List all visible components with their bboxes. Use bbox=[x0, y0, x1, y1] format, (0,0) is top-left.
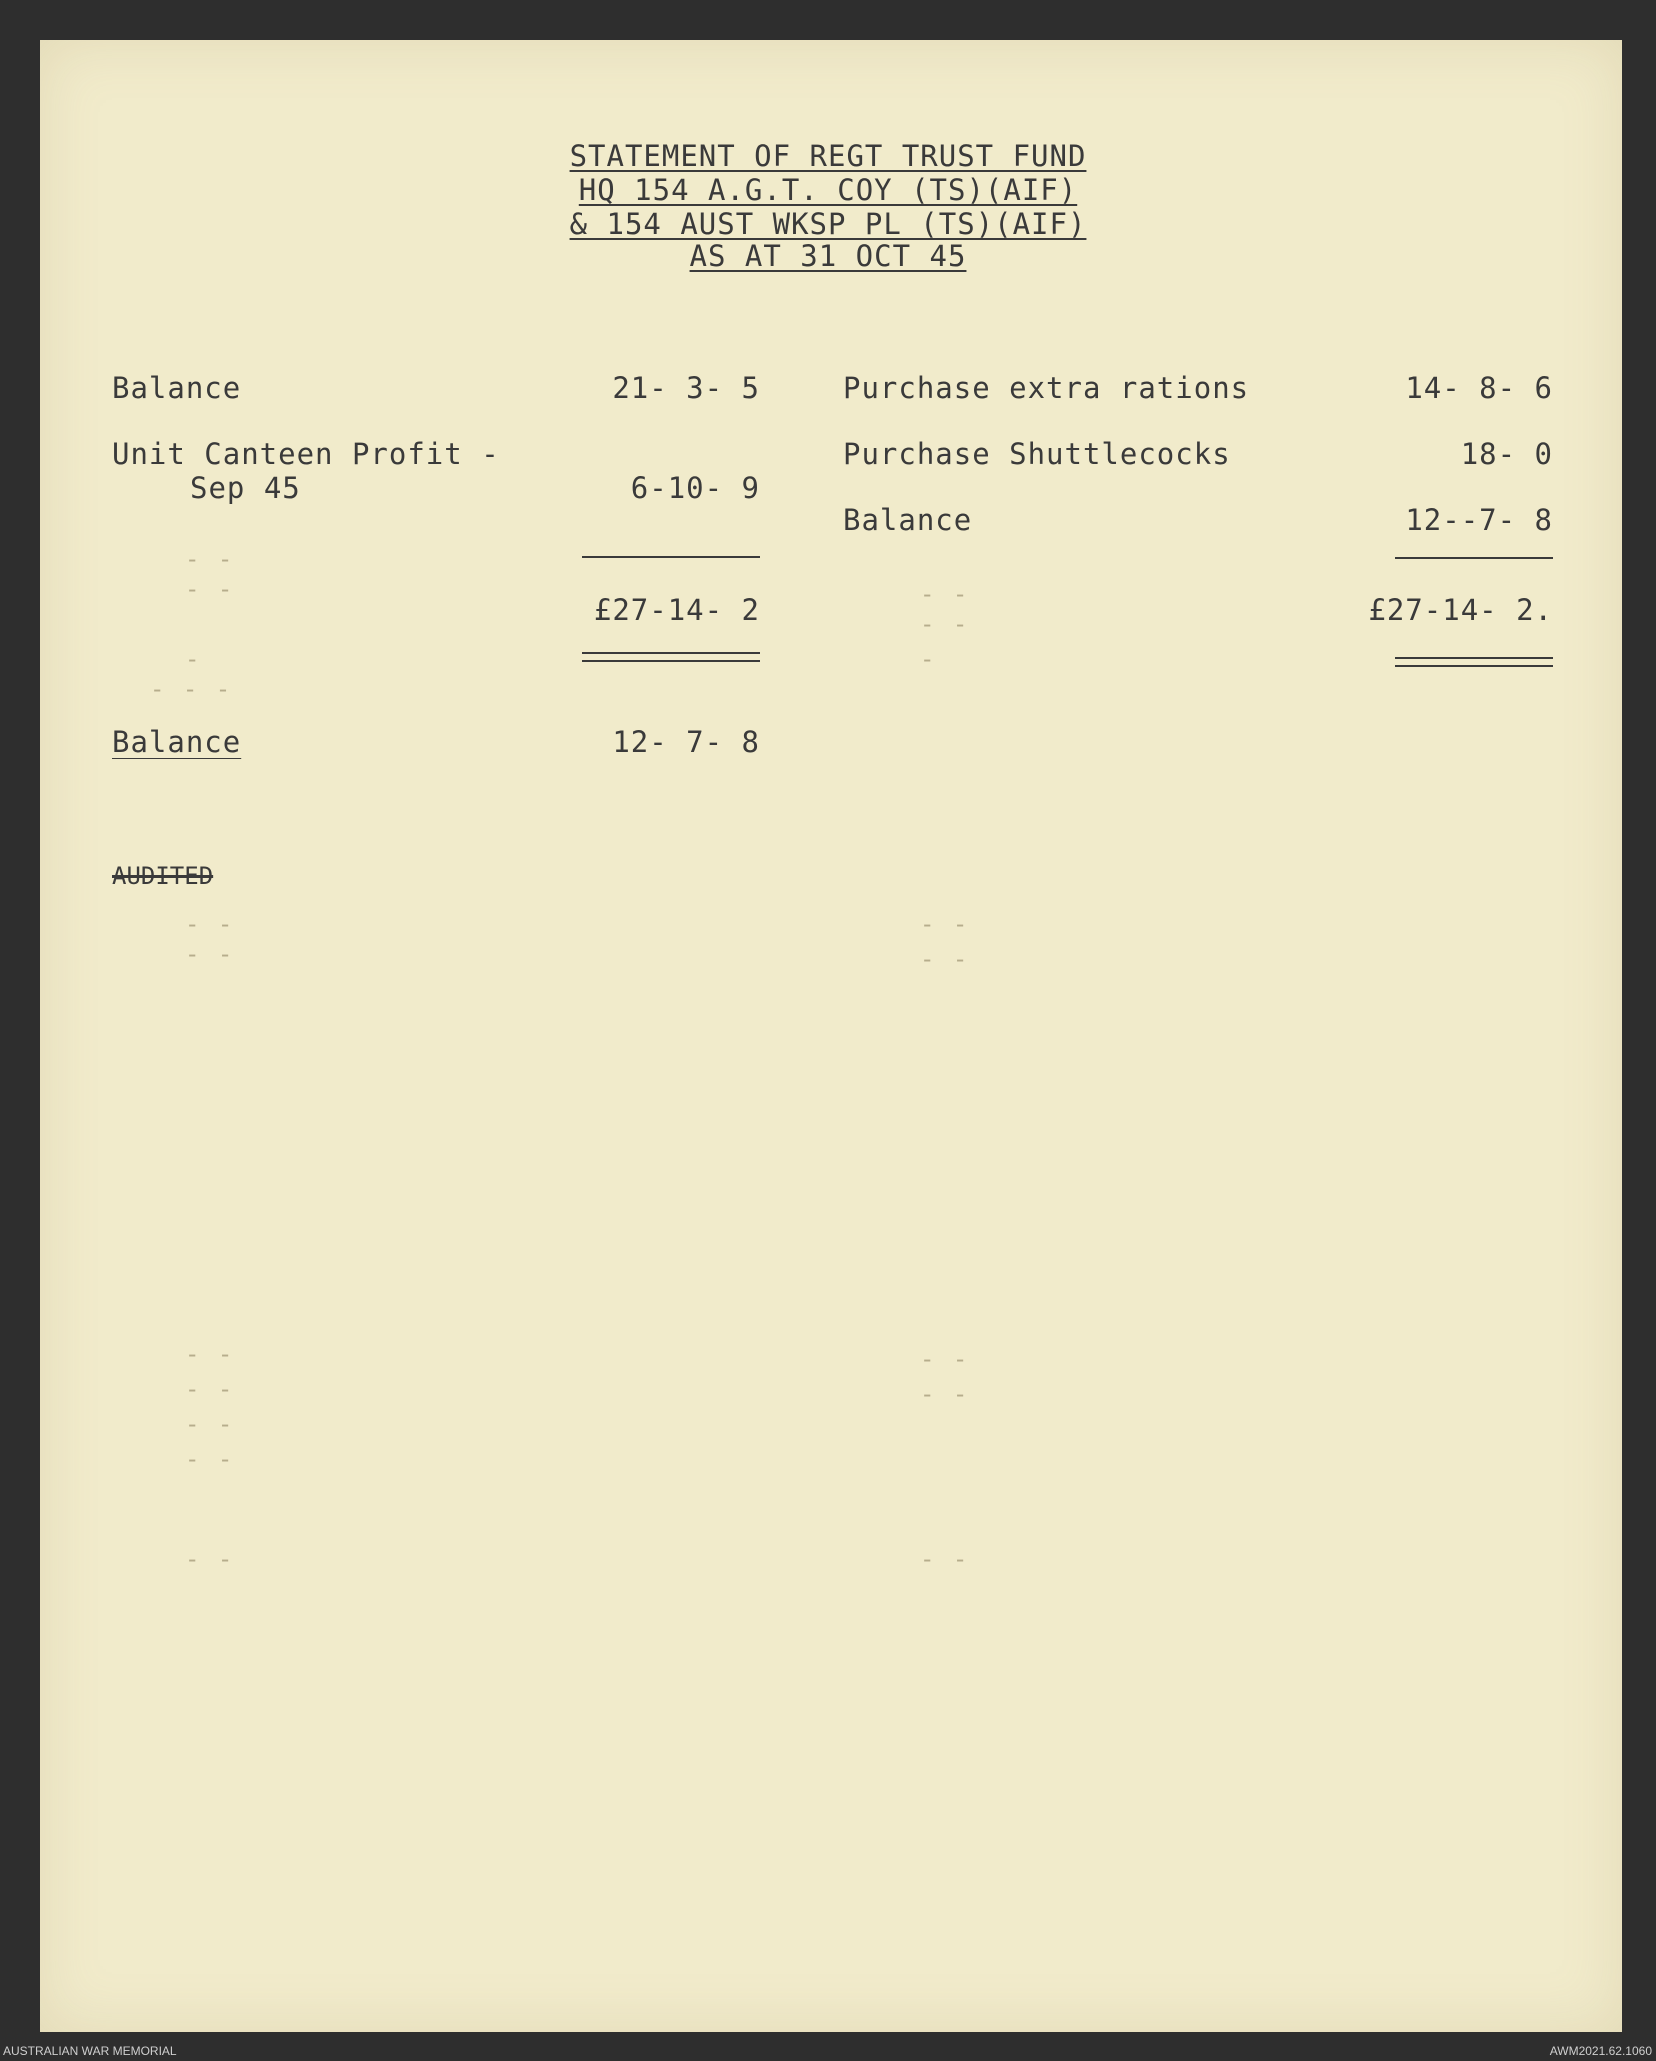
bleed-through-mark: - - bbox=[920, 910, 970, 938]
canteen-profit-amount: 6-10- 9 bbox=[630, 471, 760, 505]
title-line-3: & 154 AUST WKSP PL (TS)(AIF) bbox=[569, 207, 1087, 241]
rations-label: Purchase extra rations bbox=[843, 371, 1250, 405]
bleed-through-mark: - - - bbox=[150, 675, 233, 703]
rations-amount: 14- 8- 6 bbox=[1405, 371, 1553, 405]
payments-total-rule-1 bbox=[1395, 657, 1553, 659]
bleed-through-mark: - - bbox=[920, 1545, 970, 1573]
payments-balance-amount: 12--7- 8 bbox=[1405, 503, 1553, 537]
canteen-profit-label: Unit Canteen Profit - bbox=[112, 437, 500, 471]
title-line-1: STATEMENT OF REGT TRUST FUND bbox=[569, 139, 1087, 173]
bleed-through-mark: - - bbox=[920, 1380, 970, 1408]
bleed-through-mark: - - bbox=[185, 1410, 235, 1438]
receipts-total-rule-1 bbox=[582, 652, 760, 654]
bleed-through-mark: - bbox=[920, 645, 937, 673]
footer-accession-number: AWM2021.62.1060 bbox=[1549, 2044, 1652, 2058]
carried-balance-label: Balance bbox=[112, 725, 242, 759]
title-line-2: HQ 154 A.G.T. COY (TS)(AIF) bbox=[578, 173, 1078, 207]
payments-subtotal-rule bbox=[1395, 557, 1553, 559]
bleed-through-mark: - - bbox=[920, 1345, 970, 1373]
payments-total-rule-2 bbox=[1395, 665, 1553, 667]
canteen-profit-period: Sep 45 bbox=[190, 471, 301, 505]
footer-credit: AUSTRALIAN WAR MEMORIAL bbox=[3, 2044, 177, 2058]
bleed-through-mark: - - bbox=[920, 580, 970, 608]
document-page bbox=[40, 40, 1622, 2032]
receipts-subtotal-rule bbox=[582, 556, 760, 558]
receipts-total-rule-2 bbox=[582, 660, 760, 662]
receipts-balance-label: Balance bbox=[112, 371, 242, 405]
bleed-through-mark: - - bbox=[185, 545, 235, 573]
bleed-through-mark: - - bbox=[185, 1340, 235, 1368]
bleed-through-mark: - - bbox=[185, 910, 235, 938]
payments-total: £27-14- 2. bbox=[1368, 593, 1553, 627]
shuttlecocks-amount: 18- 0 bbox=[1460, 437, 1553, 471]
bleed-through-mark: - - bbox=[920, 610, 970, 638]
bleed-through-mark: - bbox=[185, 645, 202, 673]
bleed-through-mark: - - bbox=[185, 575, 235, 603]
carried-balance-amount: 12- 7- 8 bbox=[612, 725, 760, 759]
bleed-through-mark: - - bbox=[185, 1375, 235, 1403]
receipts-total: £27-14- 2 bbox=[593, 593, 760, 627]
bleed-through-mark: - - bbox=[185, 1545, 235, 1573]
payments-balance-label: Balance bbox=[843, 503, 973, 537]
bleed-through-mark: - - bbox=[185, 940, 235, 968]
struck-audited-word: AUDITED bbox=[112, 862, 214, 890]
shuttlecocks-label: Purchase Shuttlecocks bbox=[843, 437, 1231, 471]
bleed-through-mark: - - bbox=[920, 945, 970, 973]
title-line-4: AS AT 31 OCT 45 bbox=[689, 239, 967, 273]
bleed-through-mark: - - bbox=[185, 1445, 235, 1473]
receipts-balance-amount: 21- 3- 5 bbox=[612, 371, 760, 405]
